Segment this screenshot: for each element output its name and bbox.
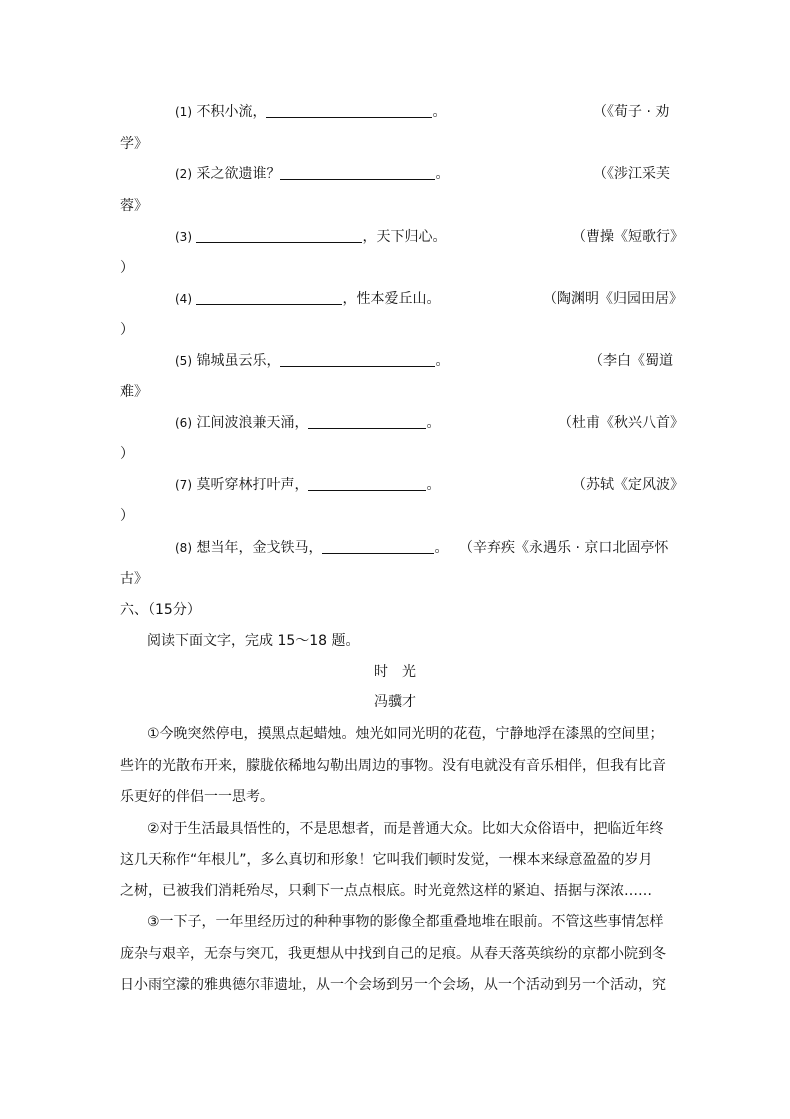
section-heading: 六、（15分） bbox=[120, 602, 201, 618]
question-number: (2) bbox=[175, 167, 192, 181]
question-text-after: 。 bbox=[432, 104, 447, 120]
question-text-before: 想当年，金戈铁马， bbox=[196, 540, 323, 556]
passage-author: 冯骥才 bbox=[374, 694, 416, 710]
question-text-before: 锦城虽云乐， bbox=[196, 353, 281, 369]
question-4-source-head: （陶渊明《归园田居》 bbox=[543, 291, 683, 307]
passage-line: ③一下子，一年里经历过的种种事物的影像全都重叠地堆在眼前。不管这些事情怎样 bbox=[147, 914, 664, 930]
question-5 bbox=[175, 352, 449, 370]
passage-line: 乐更好的伴侣一一思考。 bbox=[120, 789, 274, 805]
answer-blank[interactable] bbox=[266, 103, 432, 118]
question-6-source-tail: ） bbox=[120, 446, 134, 462]
question-number: (8) bbox=[175, 541, 192, 555]
question-number: (7) bbox=[175, 478, 192, 492]
question-3-source-tail: ） bbox=[120, 260, 134, 276]
question-4 bbox=[175, 290, 440, 308]
question-number: (4) bbox=[175, 292, 192, 306]
question-1-source-head: （《荀子 · 劝 bbox=[593, 104, 670, 120]
question-2-source-tail: 蓉》 bbox=[120, 198, 148, 214]
passage-line: 些许的光散布开来，朦胧依稀地勾勒出周边的事物。没有电就没有音乐相伴，但我有比音 bbox=[120, 758, 666, 774]
question-1 bbox=[175, 103, 446, 121]
question-text-after: 。 bbox=[434, 540, 449, 556]
answer-blank[interactable] bbox=[322, 539, 434, 554]
question-number: (1) bbox=[175, 105, 192, 119]
passage-title: 时 光 bbox=[374, 664, 416, 680]
question-8 bbox=[175, 539, 448, 557]
question-text-after: 。 bbox=[426, 415, 441, 431]
passage-line: ②对于生活最具悟性的，不是思想者，而是普通大众。比如大众俗语中，把临近年终 bbox=[147, 821, 664, 837]
question-7-source-tail: ） bbox=[120, 508, 134, 524]
passage-line: ①今晚突然停电，摸黑点起蜡烛。烛光如同光明的花苞，宁静地浮在漆黑的空间里； bbox=[147, 726, 664, 742]
question-4-source-tail: ） bbox=[120, 322, 134, 338]
question-5-source-head: （李白《蜀道 bbox=[589, 353, 673, 369]
question-8-source-tail: 古》 bbox=[120, 571, 148, 587]
question-3 bbox=[175, 228, 446, 246]
passage-line: 日小雨空濛的雅典德尔菲遗址，从一个会场到另一个会场，从一个活动到另一个活动，究 bbox=[120, 977, 666, 993]
question-text-before: 江间波浪兼天涌， bbox=[196, 415, 309, 431]
question-3-source-head: （曹操《短歌行》 bbox=[572, 229, 684, 245]
answer-blank[interactable] bbox=[196, 228, 362, 243]
passage-line: 庞杂与艰辛，无奈与突兀，我更想从中找到自己的足痕。从春天落英缤纷的京都小院到冬 bbox=[120, 946, 666, 962]
answer-blank[interactable] bbox=[280, 165, 435, 180]
answer-blank[interactable] bbox=[308, 476, 426, 491]
question-7-source-head: （苏轼《定风波》 bbox=[572, 477, 684, 493]
passage-line: 之树，已被我们消耗殆尽，只剩下一点点根底。时光竟然这样的紧迫、捂据与深浓…… bbox=[120, 883, 652, 899]
answer-blank[interactable] bbox=[280, 352, 435, 367]
question-text-before: 不积小流， bbox=[196, 104, 267, 120]
question-number: (5) bbox=[175, 354, 192, 368]
question-text-after: 。 bbox=[426, 477, 441, 493]
question-number: (3) bbox=[175, 230, 192, 244]
question-number: (6) bbox=[175, 416, 192, 430]
question-text-after: 。 bbox=[435, 166, 450, 182]
question-2 bbox=[175, 165, 449, 183]
answer-blank[interactable] bbox=[308, 414, 426, 429]
passage-line: 这几天称作“年根儿”，多么真切和形象！它叫我们顿时发觉，一棵本来绿意盈盈的岁月 bbox=[120, 852, 653, 868]
question-text-before: 采之欲遗谁？ bbox=[196, 166, 281, 182]
question-1-source-tail: 学》 bbox=[120, 136, 148, 152]
section-instruction: 阅读下面文字，完成 15～18 题。 bbox=[147, 633, 360, 649]
question-text-after: 。 bbox=[435, 353, 450, 369]
question-text-after: ，性本爱丘山。 bbox=[342, 291, 441, 307]
answer-blank[interactable] bbox=[196, 290, 342, 305]
question-6 bbox=[175, 414, 440, 432]
question-2-source-head: （《涉江采芙 bbox=[593, 166, 670, 182]
question-text-after: ，天下归心。 bbox=[362, 229, 447, 245]
question-5-source-tail: 难》 bbox=[120, 384, 148, 400]
question-text-before: 莫听穿林打叶声， bbox=[196, 477, 309, 493]
question-8-source-head: （辛弃疾《永遇乐 · 京口北固亭怀 bbox=[459, 540, 669, 556]
question-6-source-head: （杜甫《秋兴八首》 bbox=[558, 415, 684, 431]
question-7 bbox=[175, 476, 440, 494]
